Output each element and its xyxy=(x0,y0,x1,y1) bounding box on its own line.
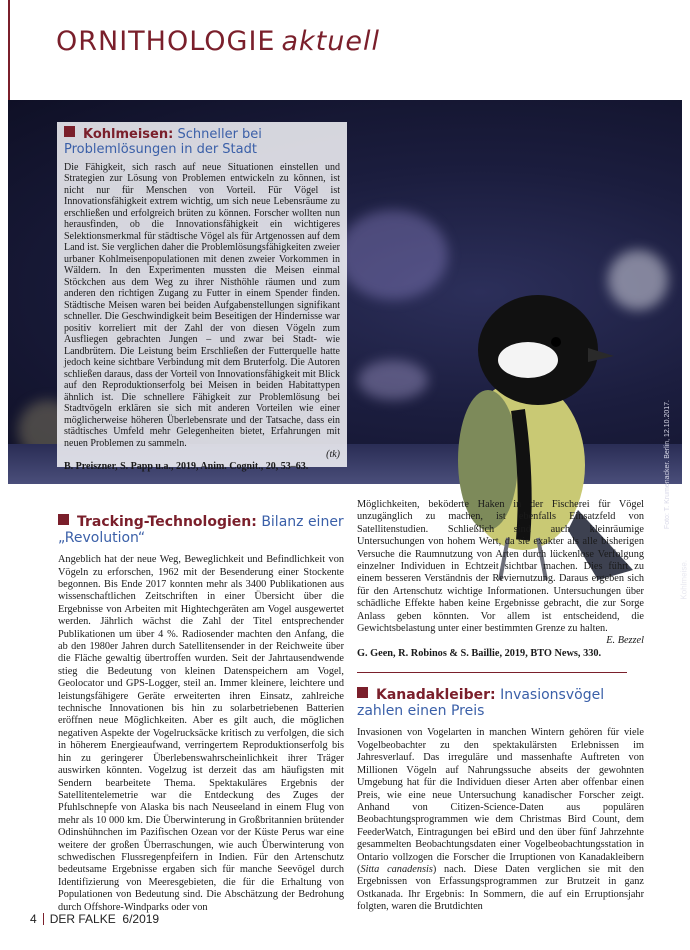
article-kanadakleiber-body xyxy=(357,727,644,913)
article-tracking-reference: G. Geen, R. Robinos & S. Baillie, 2019, BTO News, 330. xyxy=(357,647,602,659)
article-kanadakleiber xyxy=(357,687,644,913)
heading-square-marker xyxy=(58,514,69,525)
article-kohlmeisen-body xyxy=(64,162,340,473)
article-kohlmeisen-heading xyxy=(64,126,340,158)
issue-number: 6/2019 xyxy=(122,912,160,926)
article-tracking xyxy=(58,514,344,914)
article-kohlmeisen-reference: B. Preiszner, S. Papp u.a., 2019, Anim. Cognit., 20, 53–63. xyxy=(64,460,309,472)
article-kohlmeisen-kicker: Kohlmeisen: xyxy=(83,127,174,142)
footer-separator xyxy=(43,913,44,925)
article-tracking-body: Angeblich hat der neue Weg, Beweglichkeit und Befindlichkeit von Vögeln zu erforschen, 1962 mit der Besenderung einer Stockente begonnen. Bis Ende 2017 konnten mehr als 3400 Publikationen aus wissenschaftlichen Zeitschriften in einer Übersicht über die Ergebnisse von Arbeiten mit Hightechgeräten am Vogel ausgewertet werden. Jährlich wächst die Zahl der Titel entsprechender Publikationen um über 4 %. Radiosender machten den Anfang, die ab den 1980er Jahren durch Satellitensender in der Reichweite über die Fläche gewaltig übertroffen wurden. Seit der Jahrtausendwende stieg die Bedeutung von kleinen Datenspeichern am Vogel, Geolocator und GPS-Logger, steil an. Immer kleinere, leichtere und leistungsfähigere Geräte erweiterten ihren Einsatz, zahlreiche technische Innovationen bis hin zu solarbetriebenen Batterien eröffnen neue Möglichkeiten. Aber es gilt auch, die möglichen negativen Aspekte der Vogelrucksäcke kritisch zu verfolgen, die sich in höherem Energieaufwand, verringertem Reproduktionserfolg bis hin zu geringerer Überlebenswahrscheinlichkeit ihrer Träger auswirken könnten. Vogelzug ist derzeit das am häufigsten mit Sendern bearbeitete Thema. Spektakuläres Ergebnis der Satellitentelemetrie war die Entdeckung des Zuges der Pfuhlschnepfe von Alaska bis nach Neuseeland in einem Flug von mehr als 10 000 km. Die Überwinterung in Großbritannien brütender Odinshühnchen im Pazifischen Ozean vor der Küste Perus war eine weitere der großen Überraschungen, wie auch Überwinterung von schwedischen Flussregenpfeifern in Indien. Für den Artenschutz bedeutsame Ergebnisse ergaben sich für manche Seevögel durch Identifizierung von Meeresgebieten, die für die Erhaltung von Populationen von Bedeutung sind. Die Abschätzung der Bedrohung durch Offshore-Windparks oder von xyxy=(58,554,344,913)
article-kohlmeisen xyxy=(57,122,347,472)
article-kanadakleiber-subtitle: Invasionsvögel zahlen einen Preis xyxy=(357,687,605,720)
article-tracking-body-continued xyxy=(357,499,644,660)
photo-credit: Foto: T. Krumenacker. Berlin, 12.10.2017. xyxy=(664,400,671,530)
page-footer xyxy=(30,912,159,926)
magazine-name: DER FALKE xyxy=(49,912,116,926)
article-kohlmeisen-signature: (tk) xyxy=(326,449,340,461)
heading-square-marker xyxy=(64,126,75,137)
section-title-suffix: aktuell xyxy=(281,26,380,57)
section-header xyxy=(56,26,380,57)
photo-caption: Kohlmeise. xyxy=(680,560,689,600)
article-tracking-text-continued: Möglichkeiten, beköderte Haken in der Fischerei für Vögel unzugänglich zu machen, ist ebenfalls Einsatzfeld von Satellitenstudien. Schließlich sind auch kleinräumige Untersuchungen von hohem Wert, da sie exakter als alle bisherigen Versuche die Raumnutzung von Arten durch lückenlose Verfolgung einzelner Individuen in Echtzeit sichtbar machen. Dies führt zu einem besseren Verständnis der Reviernutzung. Daraus ergeben sich für den Artenschutz wichtige Informationen. Untersuchungen über schädliche Effekte haben keine Ergebnisse gebracht, die zur Sorge Anlass geben könnten. Vor allem ist entscheidend, die Gewichtsbelastung unter einer bestimmten Grenze zu halten. xyxy=(357,499,644,635)
header-accent-line xyxy=(8,0,10,100)
article-kohlmeisen-text: Die Fähigkeit, sich rasch auf neue Situationen einstellen und Strategien zur Lösung von Problemen entwickeln zu können, ist nicht nur für Menschen von Vorteil. Für Vögel ist Innovationsfähigkeit extrem wichtig, um sich neue Lebensräume zu erschließen und erfolgreich brüten zu können. Forscher wollten nun herausfinden, ob die Innovationsfähigkeit ein wichtigeres Selektionsmerkmal für städtische Vögel als für Artgenossen auf dem Land ist. Sie verglichen daher die Problemlösungsfähigkeiten zweier urbaner Kohlmeisenpopulationen mit denen zweier Vorkommen in Wäldern. In den Experimenten mussten die Meisen einmal Stöckchen aus dem Weg zu ihrer Nisthöhle räumen und zum anderen den richtigen Zugang zu Futter in einem Spender finden. Städtische Meisen waren bei beiden Aufgabenstellungen signifikant schneller. Die Geschwindigkeit beim Beseitigen der Hindernisse war positiv korreliert mit der Zahl der von diesen Vögeln zum Ausfliegen gebrachten Jungen – und zwar bei Stadt- wie Landbrütern. Die Leistung beim Erschließen der Futterquelle hatte jedoch keine sichtbare Verbindung mit dem Bruterfolg. Die Autoren schließen daraus, dass der Vorteil von Innovationsfähigkeit mit Blick auf den Reproduktionserfolg bei Meisen in beiden Habitattypen ähnlich ist. Die schnellere Fähigkeit zur Problemlösung bei Stadtvögeln erklären sie sich mit anderen Vorteilen wie einer möglicherweise höheren Überlebensrate und der Tatsache, dass ein städtisches Umfeld mehr Gelegenheiten bietet, Erfahrungen mit neuen Problemen zu sammeln. xyxy=(64,161,340,449)
species-name: Sitta canadensis xyxy=(360,863,433,875)
heading-square-marker xyxy=(357,687,368,698)
article-kanadakleiber-heading xyxy=(357,687,644,719)
article-tracking-subtitle: Bilanz einer „Revolution“ xyxy=(58,514,344,547)
page-number: 4 xyxy=(30,912,37,926)
article-kanadakleiber-text-2: ) nach. Diese Daten verglichen sie mit den Ergebnissen von Erfassungsprogrammen zur Brutzeit in ganz Ostkanada. Ihr Ergebnis: In Sommern, die auf ein Erruptionsjahr folgten, waren die Brutdichten xyxy=(357,863,644,913)
article-tracking-signature: E. Bezzel xyxy=(606,635,644,647)
article-kanadakleiber-kicker: Kanadakleiber: xyxy=(376,687,496,704)
article-kohlmeisen-subtitle: Schneller bei Problemlösungen in der Stadt xyxy=(64,127,262,157)
article-kanadakleiber-text-1: Invasionen von Vogelarten in manchen Wintern gehören für viele Vogelbeobachter zu den spektakulärsten Erlebnissen im Jahresverlauf. Das irreguläre und massenhafte Auftreten von Millionen Vögeln auf Nahrungssuche abseits der gewohnten Umgebung hat für die Individuen dieser Arten aber offenbar einen Preis, wie eine neue Untersuchung kanadischer Forscher zeigt. Anhand von Citizen-Science-Daten aus populären Beobachtungsprogrammen wie dem Christmas Bird Count, dem FeederWatch, Eintragungen bei eBird und den über fünf Jahrzehnte gesammelten Beobachtungsdaten einer Vogelbeobachtungsstation in Ontario vollzogen die Forscher die Irruptionen von Kanadakleibern ( xyxy=(357,727,644,875)
article-tracking-heading xyxy=(58,514,344,546)
right-column xyxy=(357,499,644,914)
article-divider xyxy=(357,672,627,673)
article-tracking-kicker: Tracking-Technologien: xyxy=(77,514,257,530)
section-title: ORNITHOLOGIE xyxy=(56,26,276,57)
